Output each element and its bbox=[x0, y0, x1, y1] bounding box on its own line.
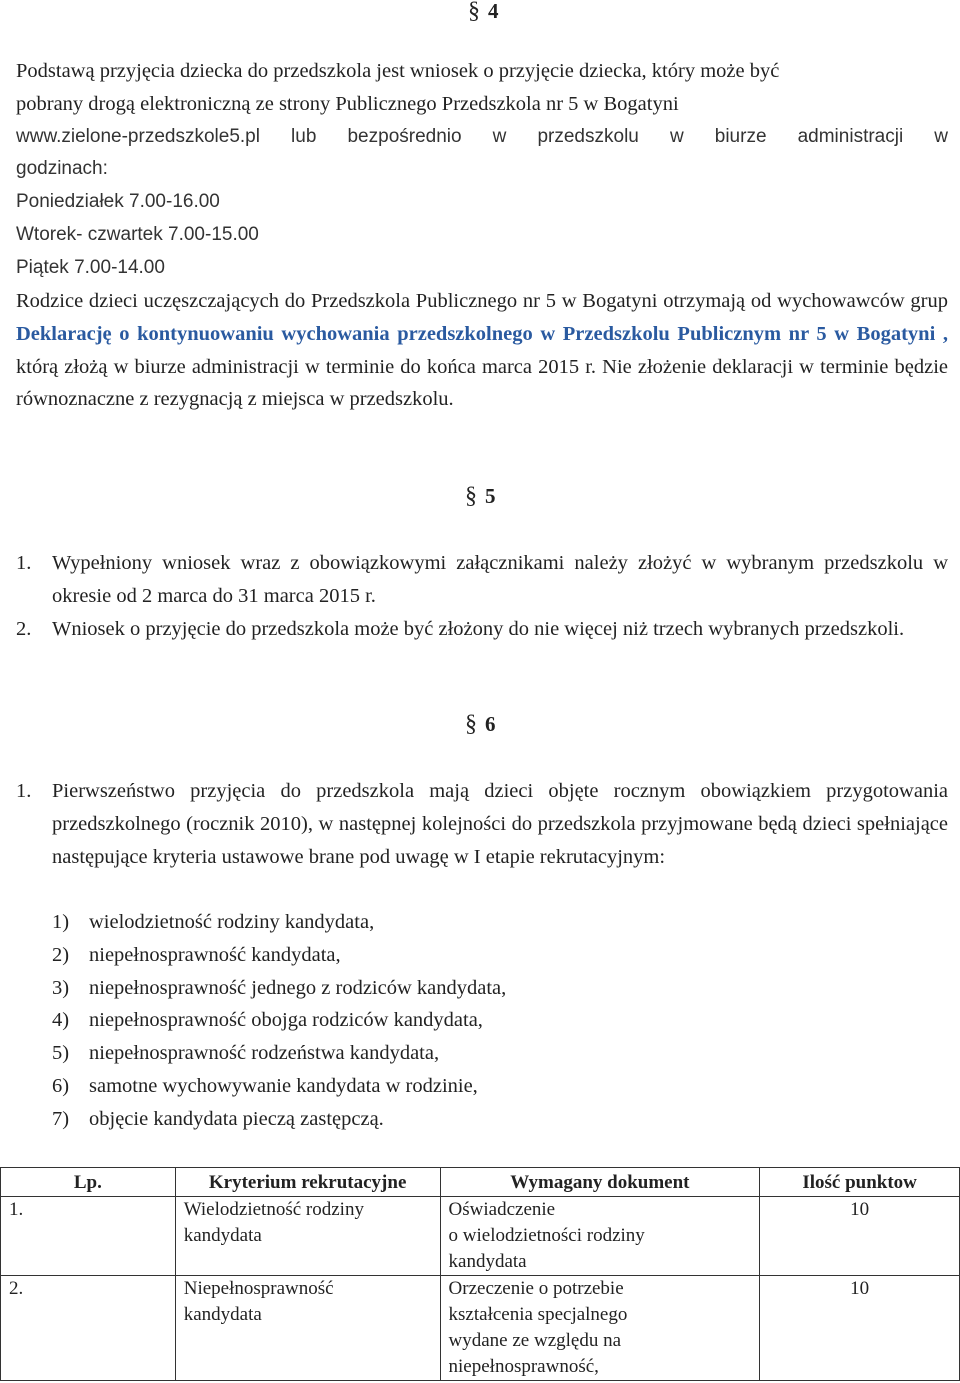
criterion-number: 2) bbox=[52, 943, 70, 966]
criterion-text: niepełnosprawność obojga rodziców kandydata, bbox=[89, 1009, 483, 1032]
section-6-intro bbox=[16, 775, 948, 873]
section-5-list bbox=[16, 547, 948, 645]
hours-monday: Poniedziałek 7.00-16.00 bbox=[16, 191, 220, 213]
section-4-heading bbox=[468, 0, 499, 25]
criterion-text: objęcie kandydata pieczą zastępczą. bbox=[89, 1107, 384, 1130]
list-item bbox=[16, 775, 948, 873]
declaration-title: Deklarację o kontynuowaniu wychowania przedszkolnego w Przedszkolu Publicznym nr 5 w Bogatyni , bbox=[16, 322, 948, 345]
text-fragment: Rodzice dzieci uczęszczających do Przedszkola Publicznego nr 5 w Bogatyni otrzymają od wychowawców grup bbox=[16, 290, 948, 312]
list-item bbox=[16, 547, 948, 613]
text-line: pobrany drogą elektroniczną ze strony Publicznego Przedszkola nr 5 w Bogatyni bbox=[16, 92, 679, 115]
section-6-heading bbox=[465, 711, 496, 738]
cell-line: Orzeczenie o potrzebie bbox=[448, 1278, 624, 1299]
criteria-table bbox=[0, 1167, 960, 1381]
section-number: 4 bbox=[488, 0, 499, 23]
criterion-number: 4) bbox=[52, 1009, 70, 1032]
cell-points: 10 bbox=[760, 1197, 960, 1276]
text-line: Podstawą przyjęcia dziecka do przedszkola jest wniosek o przyjęcie dziecka, który może być bbox=[16, 60, 780, 82]
cell-line: niepełnosprawność, bbox=[448, 1356, 599, 1377]
list-text: Pierwszeństwo przyjęcia do przedszkola mają dzieci objęte rocznym obowiązkiem przygotowania przedszkolnego (rocznik 2010), w następnej kolejności do przedszkola przyjmowane będą dzieci spełniające następujące kryteria ustawowe brane pod uwagę w I etapie rekrutacyjnym: bbox=[52, 780, 948, 868]
criterion-number: 5) bbox=[52, 1042, 70, 1065]
table-row bbox=[1, 1276, 960, 1381]
table-header-row bbox=[1, 1168, 960, 1197]
criterion-text: niepełnosprawność rodzeństwa kandydata, bbox=[89, 1042, 440, 1065]
section-4-paragraph-1 bbox=[16, 55, 948, 285]
hours-label: godzinach: bbox=[16, 158, 108, 180]
cell-line: kształcenia specjalnego bbox=[448, 1304, 628, 1325]
list-text: Wniosek o przyjęcie do przedszkola może być złożony do nie więcej niż trzech wybranych przedszkoli. bbox=[52, 617, 905, 640]
header-criterion: Kryterium rekrutacyjne bbox=[175, 1168, 440, 1197]
cell-criterion bbox=[175, 1276, 440, 1381]
criterion-item bbox=[52, 1070, 506, 1103]
criterion-text: niepełnosprawność jednego z rodziców kandydata, bbox=[89, 976, 507, 999]
cell-line: kandydata bbox=[183, 1304, 262, 1325]
section-symbol: § bbox=[468, 0, 480, 24]
url-line bbox=[16, 121, 948, 154]
cell-line: Oświadczenie bbox=[448, 1199, 556, 1220]
section-number: 6 bbox=[485, 712, 496, 736]
cell-criterion bbox=[175, 1197, 440, 1276]
criterion-item bbox=[52, 939, 506, 972]
criterion-item bbox=[52, 972, 506, 1005]
table-row bbox=[1, 1197, 960, 1276]
text-fragment: lub bezpośrednio w przedszkolu w biurze administracji w bbox=[291, 125, 948, 147]
list-number: 1. bbox=[16, 780, 32, 802]
criterion-item bbox=[52, 906, 506, 939]
list-number: 1. bbox=[16, 552, 32, 574]
website-link[interactable]: www.zielone-przedszkole5.pl bbox=[16, 125, 260, 147]
criterion-item bbox=[52, 1037, 506, 1070]
section-number: 5 bbox=[485, 484, 496, 508]
criterion-text: wielodzietność rodziny kandydata, bbox=[89, 911, 375, 933]
cell-line: wydane ze względu na bbox=[448, 1330, 622, 1351]
cell-lp: 1. bbox=[1, 1197, 176, 1276]
hours-tue-thu: Wtorek- czwartek 7.00-15.00 bbox=[16, 223, 259, 245]
criterion-number: 3) bbox=[52, 976, 70, 999]
cell-line: kandydata bbox=[183, 1225, 262, 1246]
cell-points: 10 bbox=[760, 1276, 960, 1381]
criterion-number: 1) bbox=[52, 911, 70, 933]
criterion-item bbox=[52, 1103, 506, 1136]
criterion-number: 7) bbox=[52, 1107, 70, 1130]
list-text: Wypełniony wniosek wraz z obowiązkowymi załącznikami należy złożyć w wybranym przedszkolu w okresie od 2 marca do 31 marca 2015 r. bbox=[52, 552, 948, 607]
section-4-paragraph-2 bbox=[16, 285, 948, 416]
cell-line: o wielodzietności rodziny bbox=[448, 1225, 645, 1246]
header-points: Ilość punktow bbox=[760, 1168, 960, 1197]
section-symbol: § bbox=[465, 483, 477, 509]
criterion-number: 6) bbox=[52, 1074, 70, 1097]
cell-document bbox=[440, 1276, 760, 1381]
cell-line: Wielodzietność rodziny bbox=[183, 1199, 364, 1220]
criterion-text: samotne wychowywanie kandydata w rodzinie, bbox=[89, 1074, 478, 1097]
criterion-text: niepełnosprawność kandydata, bbox=[89, 943, 341, 966]
header-lp: Lp. bbox=[1, 1168, 176, 1197]
cell-document bbox=[440, 1197, 760, 1276]
list-item bbox=[16, 613, 948, 646]
cell-lp: 2. bbox=[1, 1276, 176, 1381]
criterion-item bbox=[52, 1004, 506, 1037]
section-symbol: § bbox=[465, 711, 477, 737]
header-document: Wymagany dokument bbox=[440, 1168, 760, 1197]
section-5-heading bbox=[465, 483, 496, 510]
criteria-list bbox=[52, 906, 506, 1136]
cell-line: Niepełnosprawność bbox=[183, 1278, 334, 1299]
cell-line: kandydata bbox=[448, 1251, 527, 1272]
text-fragment: którą złożą w biurze administracji w terminie do końca marca 2015 r. Nie złożenie deklaracji w terminie będzie równoznaczne z rezygnacją z miejsca w przedszkolu. bbox=[16, 355, 948, 411]
list-number: 2. bbox=[16, 617, 32, 640]
hours-friday: Piątek 7.00-14.00 bbox=[16, 256, 165, 278]
